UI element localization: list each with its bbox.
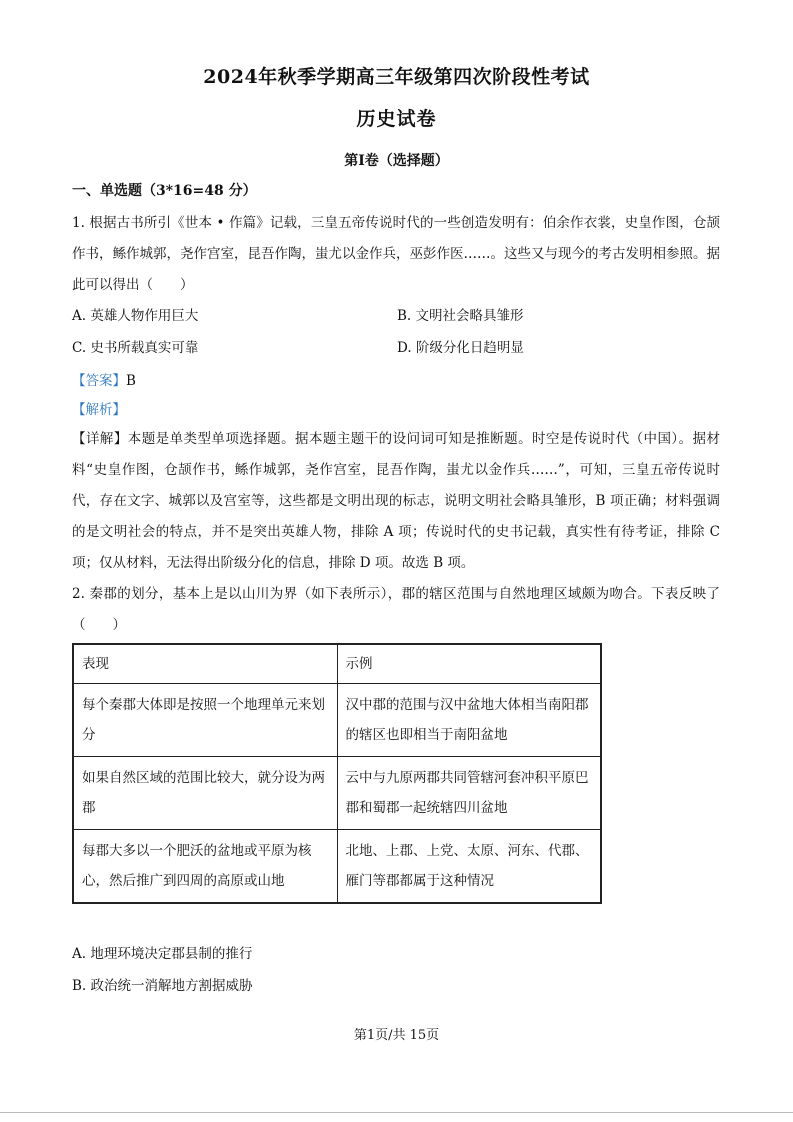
table-cell: 北地、上郡、上党、太原、河东、代郡、雁门等郡都属于这种情况 bbox=[337, 830, 601, 904]
q1-option-a: A. 英雄人物作用巨大 bbox=[72, 308, 199, 324]
table-header-row bbox=[73, 644, 601, 684]
q1-option-b: B. 文明社会略具雏形 bbox=[397, 308, 524, 324]
table-cell: 汉中郡的范围与汉中盆地大体相当南阳郡的辖区也即相当于南阳盆地 bbox=[337, 684, 601, 757]
table-row bbox=[73, 830, 601, 904]
table-cell: 如果自然区域的范围比较大，就分设为两郡 bbox=[73, 757, 337, 830]
q2-option-a: A. 地理环境决定郡县制的推行 bbox=[72, 946, 253, 962]
q2-option-b: B. 政治统一消解地方割据威胁 bbox=[72, 978, 253, 994]
analysis-label: 【解析】 bbox=[72, 402, 126, 418]
table-cell: 每郡大多以一个肥沃的盆地或平原为核心，然后推广到四周的高原或山地 bbox=[73, 830, 337, 904]
question-1-detail: 【详解】本题是单类型单项选择题。据本题主题干的设问词可知是推断题。时空是传说时代（中国）。据材料“史皇作图，仓颉作书，鲧作城郭，尧作宫室，昆吾作陶，蚩尤以金作兵……”，可知，三皇五帝传说时代，存在文字、城郭以及宫室等，这些都是文明出现的标志，说明文明社会略具雏形，B 项正确；材料强调的是文明社会的特点，并不是突出英雄人物，排除 A 项；传说时代的史书记载，真实性有待考证，排除 C 项；仅从材料，无法得出阶级分化的信息，排除 D 项。故选 B 项。 bbox=[72, 431, 720, 571]
answer-label: 【答案】 bbox=[72, 373, 126, 389]
answer-value: B bbox=[126, 373, 136, 389]
page-bottom-divider bbox=[0, 1112, 793, 1113]
page-footer: 第1页/共 15页 bbox=[353, 1028, 440, 1043]
table-header-cell: 示例 bbox=[337, 644, 601, 684]
table-cell: 每个秦郡大体即是按照一个地理单元来划分 bbox=[73, 684, 337, 757]
exam-title: 2024年秋季学期高三年级第四次阶段性考试 bbox=[203, 66, 590, 88]
table-header-cell: 表现 bbox=[73, 644, 337, 684]
section-heading: 一、单选题（3*16=48 分） bbox=[72, 183, 257, 199]
subject-title: 历史试卷 bbox=[356, 108, 437, 130]
table-row bbox=[73, 757, 601, 830]
volume-title: 第Ⅰ卷（选择题） bbox=[344, 153, 449, 169]
table-row bbox=[73, 684, 601, 757]
q1-option-d: D. 阶级分化日趋明显 bbox=[397, 340, 524, 356]
table-cell: 云中与九原两郡共同管辖河套冲积平原巴郡和蜀郡一起统辖四川盆地 bbox=[337, 757, 601, 830]
q1-option-c: C. 史书所载真实可靠 bbox=[72, 340, 199, 356]
q1-analysis bbox=[72, 398, 126, 418]
q1-answer bbox=[72, 369, 136, 389]
question-1-stem: 1. 根据古书所引《世本 • 作篇》记载，三皇五帝传说时代的一些创造发明有：伯余作衣裳，史皇作图，仓颉作书，鲧作城郭，尧作宫室，昆吾作陶，蚩尤以金作兵，巫彭作医……。这些又与现今的考古发明相参照。据此可以得出（ ） bbox=[72, 215, 720, 293]
question-2-stem: 2. 秦郡的划分，基本上是以山川为界（如下表所示），郡的辖区范围与自然地理区域颇为吻合。下表反映了（ ） bbox=[72, 586, 720, 633]
question-2-table bbox=[72, 643, 602, 904]
